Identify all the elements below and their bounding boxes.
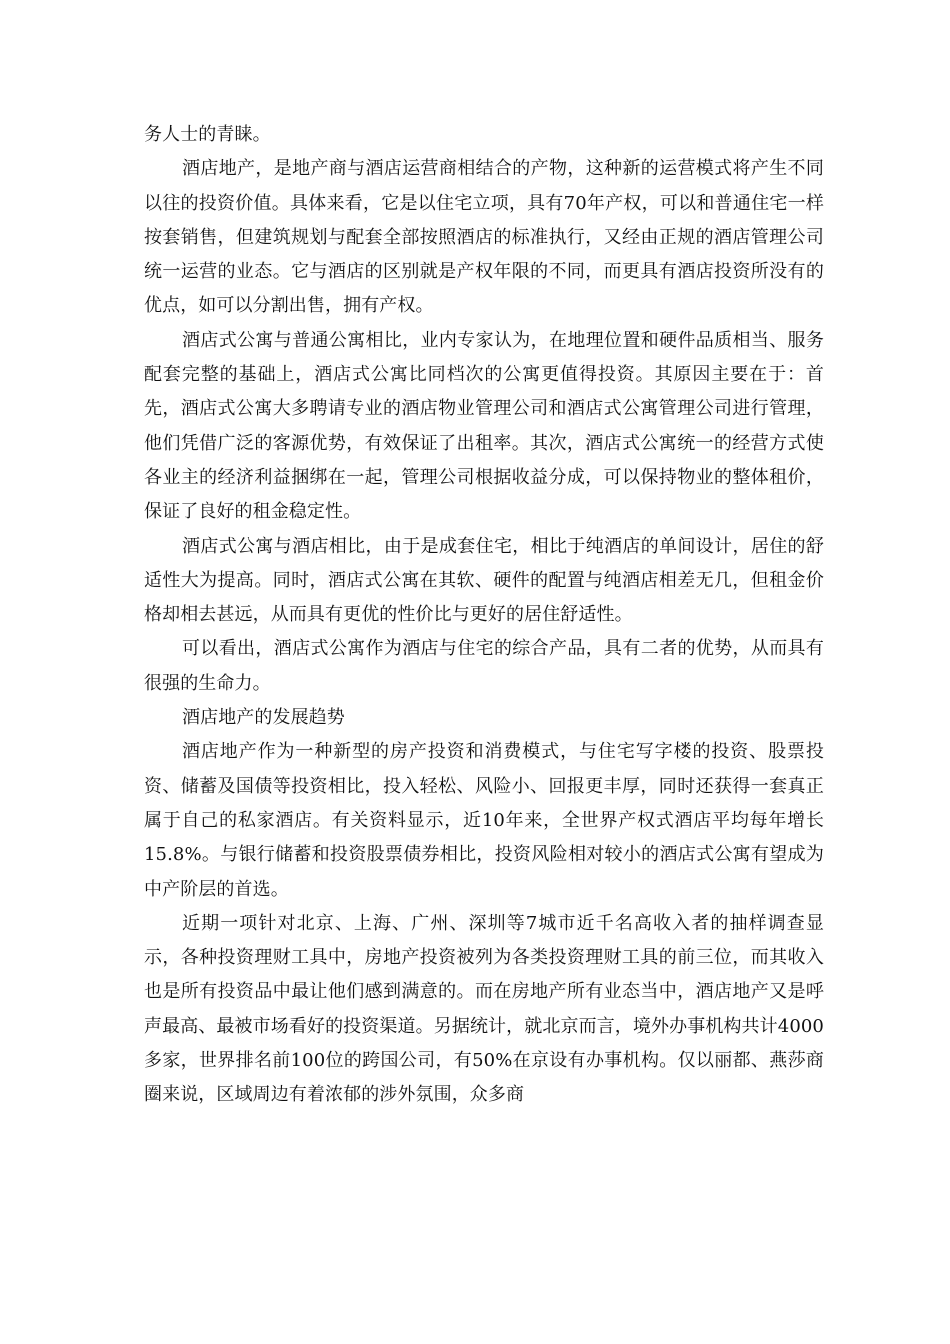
paragraph-5: 可以看出，酒店式公寓作为酒店与住宅的综合产品，具有二者的优势，从而具有很强的生命力。 xyxy=(144,638,824,694)
paragraph-3: 酒店式公寓与普通公寓相比，业内专家认为，在地理位置和硬件品质相当、服务配套完整的基础上，酒店式公寓比同档次的公寓更值得投资。其原因主要在于：首先，酒店式公寓大多聘请专业的酒店物业管理公司和酒店式公寓管理公司进行管理，他们凭借广泛的客源优势，有效保证了出租率。其次，酒店式公寓统一的经营方式使各业主的经济利益捆绑在一起，管理公司根据收益分成，可以保持物业的整体租价，保证了良好的租金稳定性。 xyxy=(144,329,824,523)
paragraph-7: 酒店地产作为一种新型的房产投资和消费模式，与住宅写字楼的投资、股票投资、储蓄及国债等投资相比，投入轻松、风险小、回报更丰厚，同时还获得一套真正属于自己的私家酒店。有关资料显示，近10年来，全世界产权式酒店平均每年增长15.8%。与银行储蓄和投资股票债券相比，投资风险相对较小的酒店式公寓有望成为中产阶层的首选。 xyxy=(144,741,824,900)
paragraph-1: 务人士的青睐。 xyxy=(144,124,271,145)
paragraph-4: 酒店式公寓与酒店相比，由于是成套住宅，相比于纯酒店的单间设计，居住的舒适性大为提高。同时，酒店式公寓在其软、硬件的配置与纯酒店相差无几，但租金价格却相去甚远，从而具有更优的性价比与更好的居住舒适性。 xyxy=(144,535,824,626)
paragraph-8: 近期一项针对北京、上海、广州、深圳等7城市近千名高收入者的抽样调查显示，各种投资理财工具中，房地产投资被列为各类投资理财工具的前三位，而其收入也是所有投资品中最让他们感到满意的。而在房地产所有业态当中，酒店地产又是呼声最高、最被市场看好的投资渠道。另据统计，就北京而言，境外办事机构共计4000多家，世界排名前100位的跨国公司，有50%在京设有办事机构。仅以丽都、燕莎商圈来说，区域周边有着浓郁的涉外氛围，众多商 xyxy=(144,912,824,1106)
paragraph-2: 酒店地产，是地产商与酒店运营商相结合的产物，这种新的运营模式将产生不同以往的投资价值。具体来看，它是以住宅立项，具有70年产权，可以和普通住宅一样按套销售，但建筑规划与配套全部按照酒店的标准执行，又经由正规的酒店管理公司统一运营的业态。它与酒店的区别就是产权年限的不同，而更具有酒店投资所没有的优点，如可以分割出售，拥有产权。 xyxy=(144,158,824,317)
section-heading: 酒店地产的发展趋势 xyxy=(182,707,345,729)
document-body xyxy=(144,118,824,1113)
